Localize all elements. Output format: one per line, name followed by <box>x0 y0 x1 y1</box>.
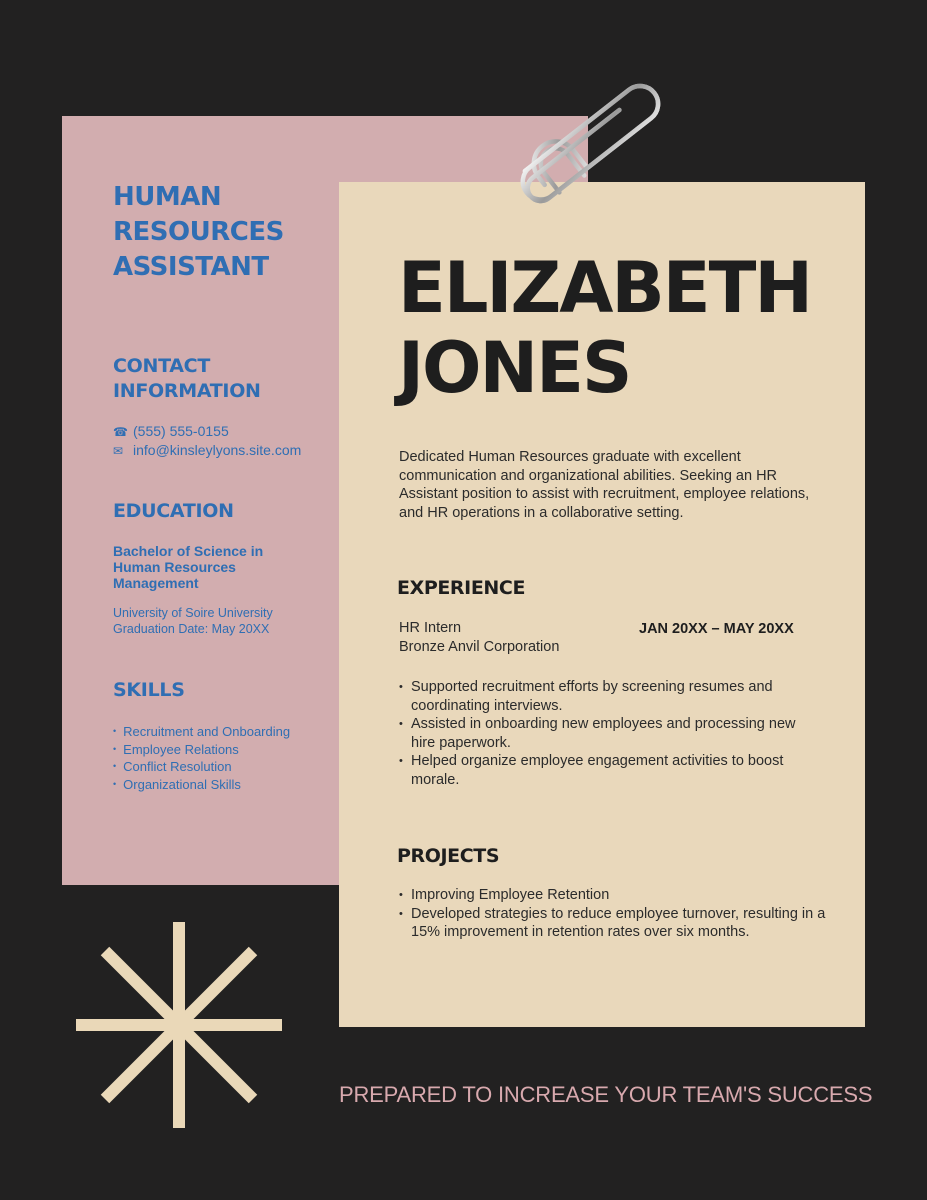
skill-item: • Conflict Resolution <box>113 758 290 776</box>
project-bullet: • Developed strategies to reduce employee turnover, resulting in a 15% improvement in retention rates over six months. <box>399 905 839 942</box>
phone-icon: ☎ <box>113 425 128 439</box>
project-bullet: • Improving Employee Retention <box>399 886 839 905</box>
phone-text: (555) 555-0155 <box>133 423 229 439</box>
contact-phone <box>113 422 301 441</box>
skill-item: • Recruitment and Onboarding <box>113 723 290 741</box>
experience-dates: JAN 20XX – MAY 20XX <box>639 621 794 637</box>
contact-list <box>113 422 301 460</box>
experience-role <box>399 619 559 657</box>
contact-email[interactable] <box>113 441 301 460</box>
asterisk-icon <box>76 922 282 1128</box>
project-bullets <box>399 886 839 942</box>
contact-heading: CONTACT INFORMATION <box>113 355 261 402</box>
experience-heading: EXPERIENCE <box>397 577 526 599</box>
candidate-name: ELIZABETH JONES <box>398 247 811 409</box>
job-title: HUMAN RESOURCES ASSISTANT <box>113 182 284 282</box>
school: University of Soire University <box>113 606 273 620</box>
summary: Dedicated Human Resources graduate with excellent communication and organizational abilities. Seeking an HR Assistant position to assist with recruitment, employee relations, and HR operations in a collaborative setting. <box>399 449 810 521</box>
company: Bronze Anvil Corporation <box>399 639 560 655</box>
degree: Bachelor of Science in Human Resources Management <box>113 543 264 591</box>
skill-item: • Organizational Skills <box>113 776 290 794</box>
graduation-date: Graduation Date: May 20XX <box>113 622 270 636</box>
skills-list <box>113 723 290 793</box>
job-role: HR Intern <box>399 620 462 636</box>
skill-item: • Employee Relations <box>113 741 290 759</box>
skills-heading: SKILLS <box>113 679 185 701</box>
experience-bullets <box>399 678 799 789</box>
experience-bullet: • Helped organize employee engagement activities to boost morale. <box>399 752 799 789</box>
experience-bullet: • Assisted in onboarding new employees and processing new hire paperwork. <box>399 715 799 752</box>
tagline: PREPARED TO INCREASE YOUR TEAM'S SUCCESS <box>339 1082 873 1107</box>
email-text[interactable]: info@kinsleylyons.site.com <box>133 442 302 458</box>
education-info <box>113 605 273 637</box>
paperclip-icon <box>488 68 688 234</box>
experience-bullet: • Supported recruitment efforts by screening resumes and coordinating interviews. <box>399 678 799 715</box>
education-heading: EDUCATION <box>113 500 234 522</box>
email-icon: ✉ <box>113 444 124 458</box>
projects-heading: PROJECTS <box>397 845 500 867</box>
